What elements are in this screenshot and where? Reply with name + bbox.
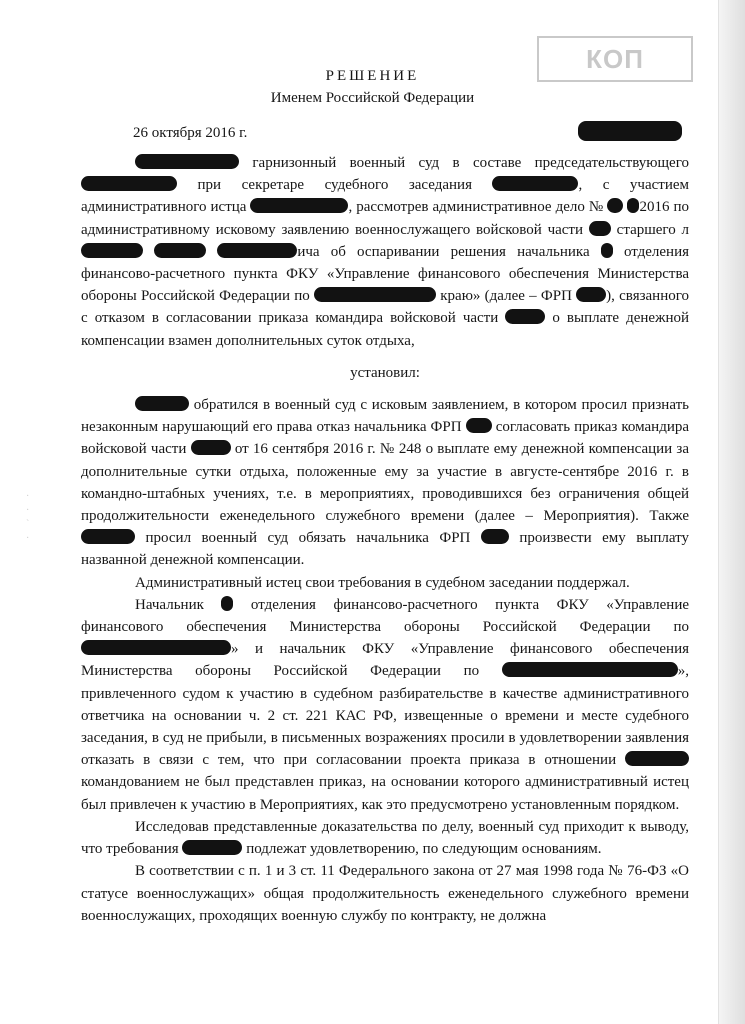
redaction-mark [217,243,297,258]
redaction-mark [221,596,233,611]
p1-text-c: , с участием административного истца [81,177,690,216]
redaction-mark [492,176,578,191]
copy-stamp-text: КОП [586,43,644,74]
scan-marks: · · ` · [26,491,30,544]
redaction-mark [601,243,613,258]
paragraph-objections [81,594,689,816]
redaction-mark [576,287,606,302]
redaction-mark [81,640,231,655]
redaction-mark [81,176,177,191]
p1-text-f: старшего л [616,221,690,238]
p1-text-k: о выплате денежной компенсации взамен дополнительных суток отдыха, [81,310,689,349]
p2-text-c: от 16 сентября 2016 г. № 248 о выплате ему денежной компенсации за дополнительные сутки отдыха, положенные ему за участие в августе-сентябре 2016 г. в командно-штабных учениях, т.е. в мероприятиях, проводившихся без ограничения общей продолжительности еженедельного служебного времени (далее – Мероприятия). Также [81,441,690,525]
redaction-mark [502,662,678,677]
paragraph-support: Административный истец свои требования в судебном заседании поддержал. [135,574,630,591]
p1-text-g: ича об оспаривании решения начальника [297,243,590,260]
redaction-mark [191,440,231,455]
paragraph-intro [81,152,689,352]
redaction-mark [578,121,682,141]
decision-date: 26 октября 2016 г. [133,125,248,141]
p1-text-i: краю» (далее – ФРП [440,288,572,305]
p1-text-j: ), связанного с отказом в согласовании приказа командира войсковой части [81,288,690,327]
document-title: РЕШЕНИЕ [325,68,420,84]
p4-text-d: », привлеченного судом к участию в судебном разбирательстве в качестве административного ответчика на основании ч. 2 ст. 221 КАС РФ, извещенные о времени и месте судебного заседания, в суд не прибыли, в письменных возражениях просили в удовлетворении заявления отказать в связи с тем, что при согласовании проекта приказа в отношении [81,663,690,769]
p4-text-a: Начальник [135,596,204,613]
redaction-mark [481,529,509,544]
p2-text-d: просил военный суд обязать начальника ФРП [145,530,471,547]
p2-text-e: произвести ему выплату названной денежной компенсации. [81,530,689,569]
paragraph-conclusion [81,816,689,860]
established-heading: установил: [350,364,420,381]
redaction-mark [625,751,689,766]
p4-text-c: » и начальник ФКУ «Управление финансового обеспечения Министерства обороны Российской Федерации по [81,641,689,680]
p4-text-b: отделения финансово-расчетного пункта ФКУ «Управление финансового обеспечения Министерства обороны Российской Федерации по [81,596,690,636]
redaction-mark [466,418,492,433]
redaction-mark [81,243,143,258]
p1-text-b: при секретаре судебного заседания [197,177,472,194]
p5-text-b: подлежат удовлетворению, по следующим основаниям. [246,841,602,858]
redaction-mark [505,309,545,324]
p1-text-e: 2016 по административному исковому заявлению военнослужащего войсковой части [81,199,690,238]
redaction-mark [135,396,189,411]
p2-text-a: обратился в военный суд с исковым заявлением, в котором просил признать незаконным нарушающий его права отказ начальника ФРП [81,397,689,436]
redaction-mark [314,287,436,302]
p4-text-e: командованием не был представлен приказ, на основании которого административный истец был привлечен к участию в Мероприятиях, как это предусмотрено установленным порядком. [81,774,689,813]
paragraph-law: В соответствии с п. 1 и 3 ст. 11 Федерального закона от 27 мая 1998 года № 76-ФЗ «О статусе военнослужащих» общая продолжительность еженедельного служебного времени военнослужащих, проходящих военную службу по контракту, не должна [81,863,689,924]
redaction-mark [182,840,242,855]
redaction-mark [589,221,611,236]
redaction-mark [250,198,348,213]
paragraph-claim [81,394,689,572]
p5-text-a: Исследовав представленные доказательства по делу, военный суд приходит к выводу, что требования [81,818,689,858]
document-subtitle: Именем Российской Федерации [270,90,475,106]
redaction-mark [154,243,206,258]
scan-edge [718,0,745,1024]
redaction-mark [81,529,135,544]
redaction-mark [607,198,623,213]
redaction-mark [627,198,639,213]
p1-text-a: гарнизонный военный суд в составе председательствующего [252,155,689,171]
p2-text-b: согласовать приказ командира войсковой части [81,419,690,458]
p1-text-h: отделения финансово-расчетного пункта ФКУ «Управление финансового обеспечения Министерства обороны Российской Федерации по [81,243,689,305]
document-body [81,152,689,927]
redaction-mark [135,154,239,169]
p1-text-d: , рассмотрев административное дело № [348,199,604,216]
